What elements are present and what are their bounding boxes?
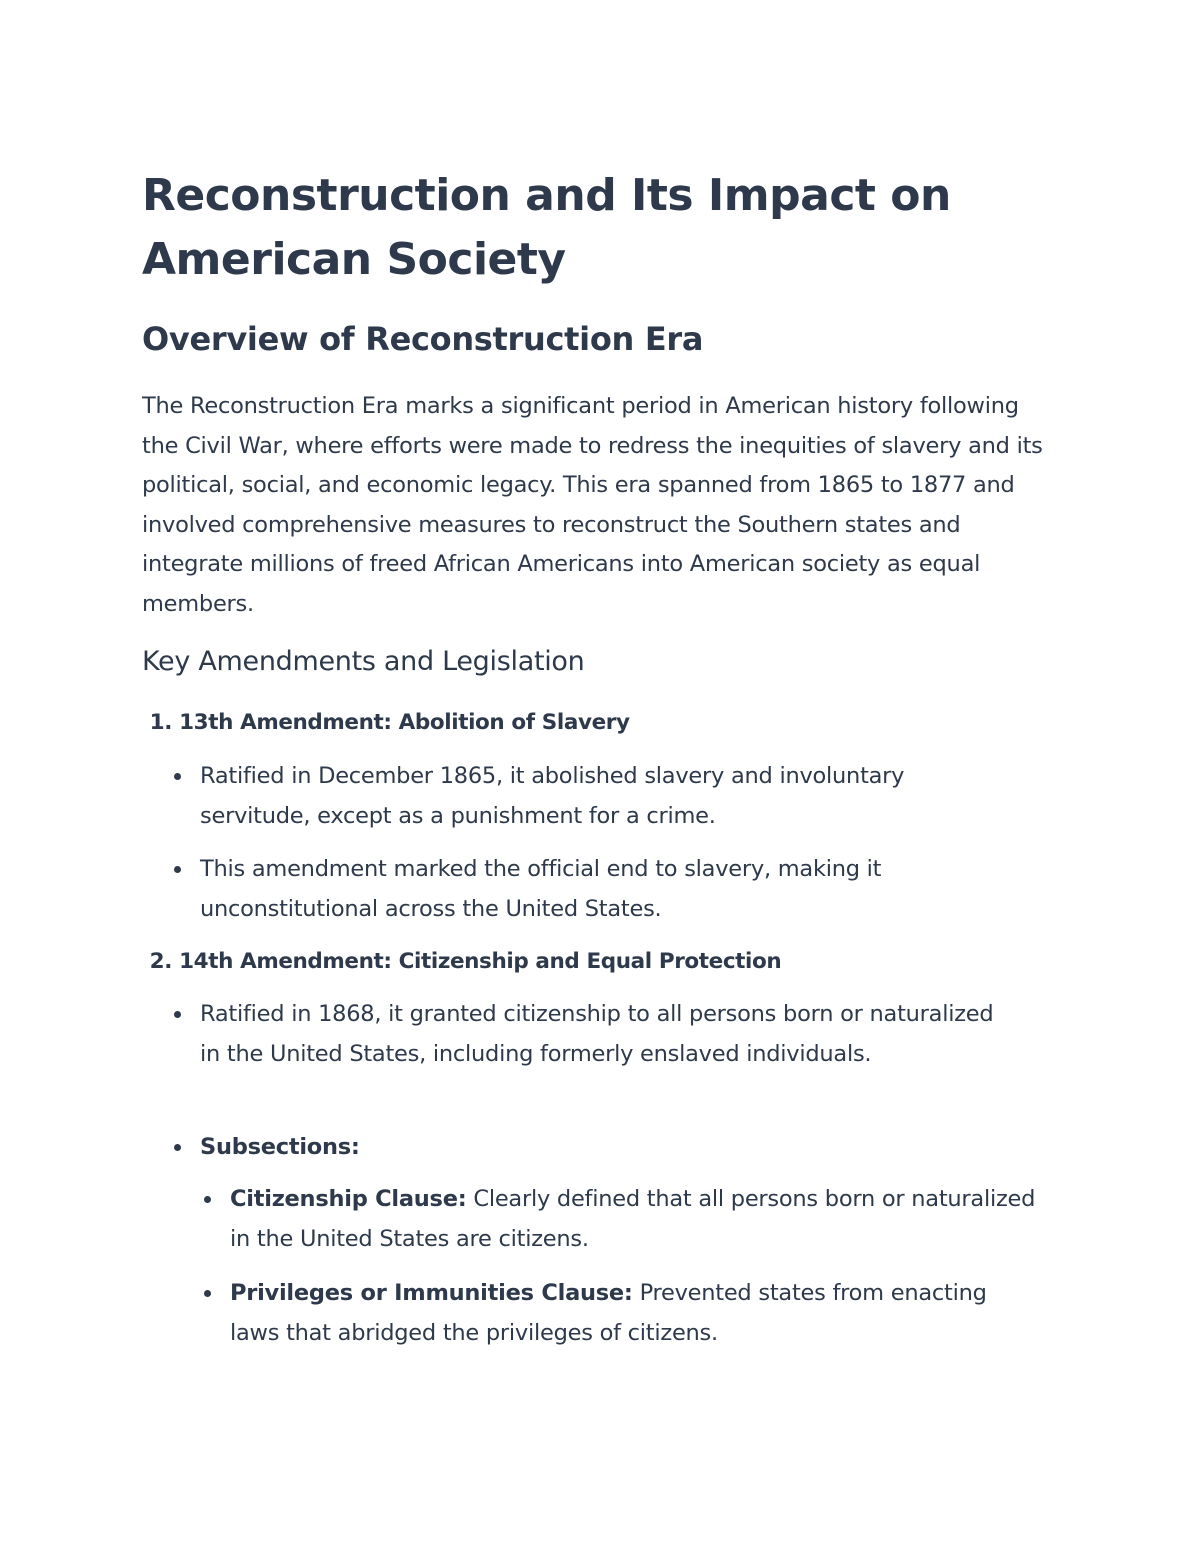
- amendment-title: 13th Amendment: Abolition of Slavery: [179, 710, 630, 735]
- bullet-icon: [174, 866, 181, 873]
- list-item: [200, 757, 1020, 836]
- bullet-icon: [174, 773, 181, 780]
- amendment-heading: [142, 946, 781, 978]
- document-title: Reconstruction and Its Impact on American Society: [142, 170, 951, 285]
- intro-paragraph: The Reconstruction Era marks a significant period in American history following the Civil War, where efforts were made to redress the inequities of slavery and its political, social, and economic legacy. This era spanned from 1865 to 1877 and involved comprehensive measures to reconstruct the Southern states and integrate millions of freed African Americans into American society as equal members.: [142, 393, 1043, 617]
- list-item: [200, 995, 1020, 1074]
- bullet-icon: [174, 1011, 181, 1018]
- section-heading: Overview of Reconstruction Era: [142, 320, 704, 358]
- list-item: [200, 1128, 1020, 1168]
- clause-term: Privileges or Immunities Clause:: [230, 1280, 633, 1306]
- clause-term: Citizenship Clause:: [230, 1186, 467, 1212]
- bullet-icon: [174, 1144, 181, 1151]
- list-item-text: This amendment marked the official end to slavery, making it unconstitutional across the United States.: [200, 856, 882, 922]
- nested-list-item: [230, 1274, 1040, 1353]
- subsections-label: Subsections:: [200, 1134, 360, 1160]
- clause-text: Prevented states from enacting laws that abridged the privileges of citizens.: [230, 1280, 987, 1346]
- amendment-number: 2.: [149, 949, 172, 974]
- nested-list-item: [230, 1180, 1040, 1259]
- bullet-icon: [204, 1196, 211, 1203]
- subsection-heading: Key Amendments and Legislation: [142, 646, 585, 677]
- amendment-title: 14th Amendment: Citizenship and Equal Protection: [179, 949, 782, 974]
- list-item-text: Ratified in December 1865, it abolished slavery and involuntary servitude, except as a punishment for a crime.: [200, 763, 905, 829]
- clause-text: Clearly defined that all persons born or naturalized in the United States are citizens.: [230, 1186, 1036, 1252]
- amendment-number: 1.: [149, 710, 172, 735]
- amendment-heading: [142, 707, 630, 739]
- bullet-icon: [204, 1290, 211, 1297]
- list-item: [200, 850, 1020, 929]
- list-item-text: Ratified in 1868, it granted citizenship to all persons born or naturalized in the United States, including formerly enslaved individuals.: [200, 1001, 994, 1067]
